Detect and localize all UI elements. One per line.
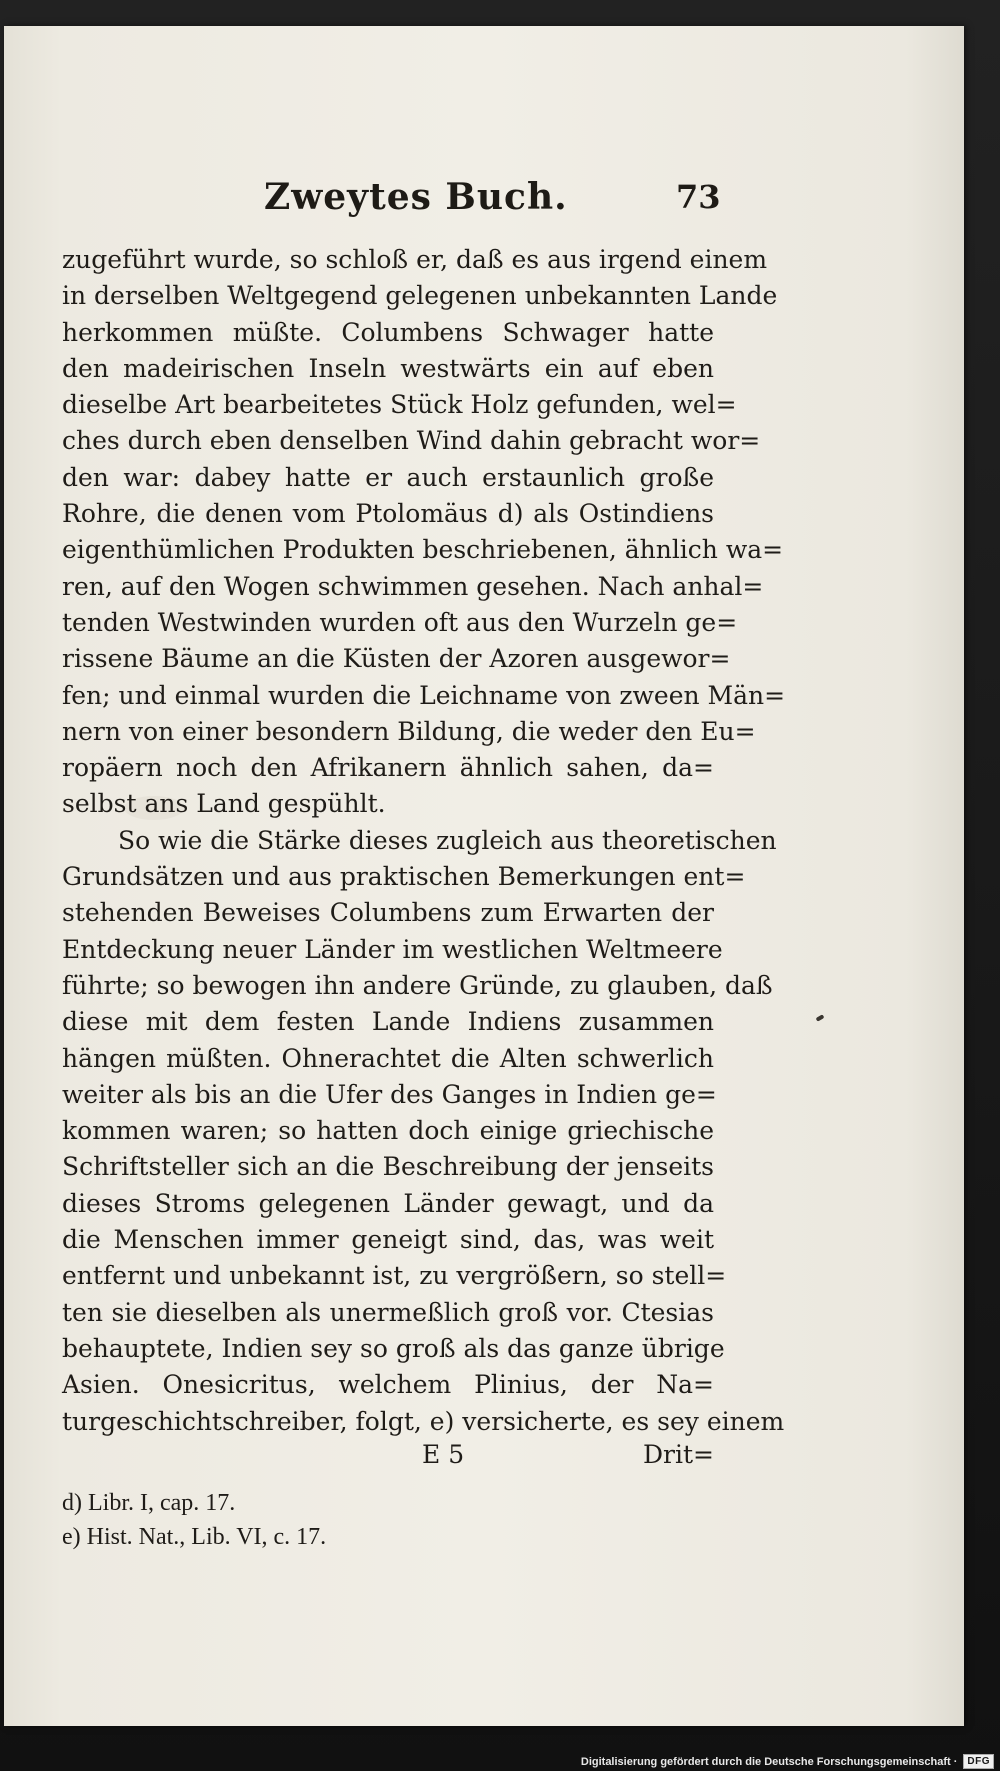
signature-mark: E 5	[422, 1440, 465, 1469]
text-line: den war: dabey hatte er auch erstaunlich große	[62, 462, 714, 492]
text-line: Entdeckung neuer Länder im westlichen Weltmeere	[62, 934, 723, 964]
digitization-credit: Digitalisierung gefördert durch die Deutsche Forschungsgemeinschaft ·	[580, 1755, 958, 1768]
footnotes	[62, 1486, 714, 1554]
text-line: eigenthümlichen Produkten beschriebenen, ähnlich wa=	[62, 535, 784, 565]
text-line: weiter als bis an die Ufer des Ganges in Indien ge=	[62, 1079, 717, 1109]
text-line: selbst ans Land gespühlt.	[62, 789, 386, 819]
text-line: in derselben Weltgegend gelegenen unbekannten Lande	[62, 281, 778, 311]
text-line: Rohre, die denen vom Ptolomäus d) als Ostindiens	[62, 499, 714, 529]
text-line: So wie die Stärke dieses zugleich aus theoretischen	[118, 825, 777, 855]
text-line: dieselbe Art bearbeitetes Stück Holz gefunden, wel=	[62, 390, 737, 420]
ink-mark	[816, 1014, 825, 1021]
text-line: tenden Westwinden wurden oft aus den Wurzeln ge=	[62, 607, 738, 637]
dfg-logo: DFG	[963, 1754, 994, 1769]
footnote-d: d) Libr. I, cap. 17.	[62, 1490, 236, 1516]
footnote-e: e) Hist. Nat., Lib. VI, c. 17.	[62, 1524, 327, 1550]
text-line: Grundsätzen und aus praktischen Bemerkungen ent=	[62, 862, 746, 892]
page-number: 73	[676, 178, 721, 216]
text-line: den madeirischen Inseln westwärts ein auf eben	[62, 353, 714, 383]
text-line: behauptete, Indien sey so groß als das ganze übrige	[62, 1333, 725, 1363]
text-line: fen; und einmal wurden die Leichname von zween Män=	[62, 680, 786, 710]
body-text	[62, 242, 786, 1440]
text-line: ropäern noch den Afrikanern ähnlich sahen, da=	[62, 753, 714, 783]
text-line: diese mit dem festen Lande Indiens zusammen	[62, 1007, 714, 1037]
text-line: stehenden Beweises Columbens zum Erwarten der	[62, 898, 714, 928]
text-line: ren, auf den Wogen schwimmen gesehen. Nach anhal=	[62, 571, 764, 601]
digitization-credit-bar	[0, 1752, 1000, 1771]
text-line: rissene Bäume an die Küsten der Azoren ausgewor=	[62, 644, 731, 674]
text-line: turgeschichtschreiber, folgt, e) versicherte, es sey einem	[62, 1406, 785, 1436]
text-line: nern von einer besondern Bildung, die weder den Eu=	[62, 716, 756, 746]
catchword: Drit=	[643, 1440, 714, 1469]
running-head: Zweytes Buch.	[264, 176, 568, 218]
catchline	[62, 1440, 714, 1476]
text-line: führte; so bewogen ihn andere Gründe, zu glauben, daß	[62, 970, 773, 1000]
text-line: hängen müßten. Ohnerachtet die Alten schwerlich	[62, 1043, 714, 1073]
book-page	[4, 26, 964, 1726]
text-line: zugeführt wurde, so schloß er, daß es aus irgend einem	[62, 245, 768, 274]
text-line: Asien. Onesicritus, welchem Plinius, der Na=	[62, 1370, 714, 1400]
text-line: die Menschen immer geneigt sind, das, was weit	[62, 1225, 714, 1255]
text-line: ches durch eben denselben Wind dahin gebracht wor=	[62, 426, 761, 456]
text-line: Schriftsteller sich an die Beschreibung der jenseits	[62, 1152, 714, 1182]
text-line: herkommen müßte. Columbens Schwager hatte	[62, 317, 714, 347]
text-line: kommen waren; so hatten doch einige griechische	[62, 1116, 714, 1146]
text-line: dieses Stroms gelegenen Länder gewagt, und da	[62, 1188, 714, 1218]
text-line: entfernt und unbekannt ist, zu vergrößern, so stell=	[62, 1261, 727, 1291]
text-line: ten sie dieselben als unermeßlich groß vor. Ctesias	[62, 1297, 714, 1327]
